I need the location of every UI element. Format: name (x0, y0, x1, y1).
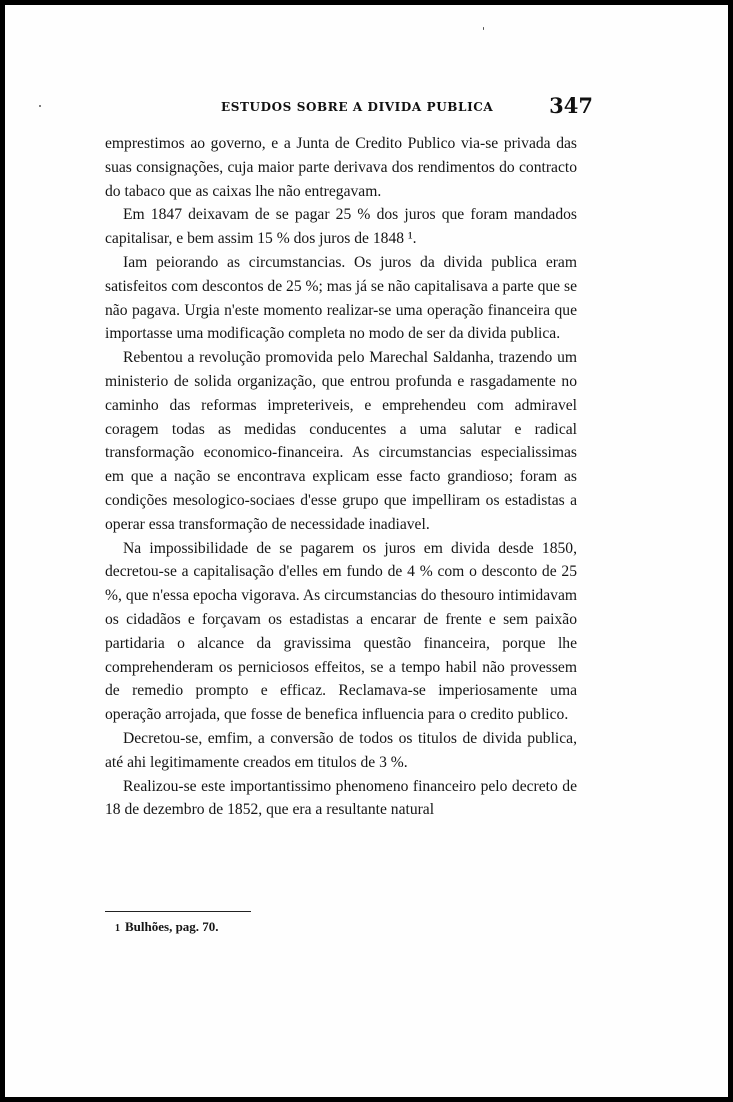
footnote (115, 919, 219, 935)
scan-speck (483, 27, 484, 30)
scan-speck (39, 105, 41, 107)
running-header (105, 93, 593, 123)
paragraph-2: Em 1847 deixavam de se pagar 25 % dos juros que foram mandados capitalisar, e bem assim 15 % dos juros de 1848 ¹. (105, 206, 577, 248)
paragraph-4: Rebentou a revolução promovida pelo Marechal Saldanha, trazendo um ministerio de solida organização, que entrou profunda e rasgadamente no caminho das reformas impreteriveis, e emprehendeu com admiravel coragem todas as medidas conducentes a uma salutar e radical transformação economico-financeira. As circumstancias especialissimas em que a nação se encontrava explicam esse facto grandioso; foram as condições mesologico-sociaes d'esse grupo que impelliram os estadistas a operar essa transformação de necessidade inadiavel. (105, 349, 577, 533)
paragraph-3: Iam peiorando as circumstancias. Os juros da divida publica eram satisfeitos com descontos de 25 %; mas já se não capitalisava a parte que se não pagava. Urgia n'este momento realizar-se uma operação financeira que importasse uma modificação completa no modo de ser da divida publica. (105, 253, 577, 343)
footnote-mark: 1 (115, 923, 120, 934)
page-number: 347 (549, 93, 593, 118)
paragraph-1: emprestimos ao governo, e a Junta de Credito Publico via-se privada das suas consignações, cuja maior parte derivava dos rendimentos do contracto do tabaco que as caixas lhe não entregavam. (105, 135, 577, 200)
paragraph-6: Decretou-se, emfim, a conversão de todos os titulos de divida publica, até ahi legitimamente creados em titulos de 3 %. (105, 729, 577, 771)
footnote-text: Bulhões, pag. 70. (125, 919, 219, 934)
paragraph-5: Na impossibilidade de se pagarem os juros em divida desde 1850, decretou-se a capitalisação d'elles em fundo de 4 % com o desconto de 25 %, que n'essa epocha vigorava. As circumstancias do thesouro intimidavam os cidadãos e forçavam os estadistas a encarar de frente e sem paixão partidaria o alcance da gravissima questão financeira, porque lhe comprehenderam os perniciosos effeitos, se a tempo habil não provessem de remedio prompto e efficaz. Reclamava-se imperiosamente uma operação arrojada, que fosse de benefica influencia para o credito publico. (105, 539, 577, 724)
running-title: ESTUDOS SOBRE A DIVIDA PUBLICA (221, 100, 494, 114)
body-text (105, 132, 577, 822)
paragraph-7: Realizou-se este importantissimo phenomeno financeiro pelo decreto de 18 de dezembro de 1852, que era a resultante natural (105, 777, 577, 819)
footnote-divider (105, 911, 251, 912)
